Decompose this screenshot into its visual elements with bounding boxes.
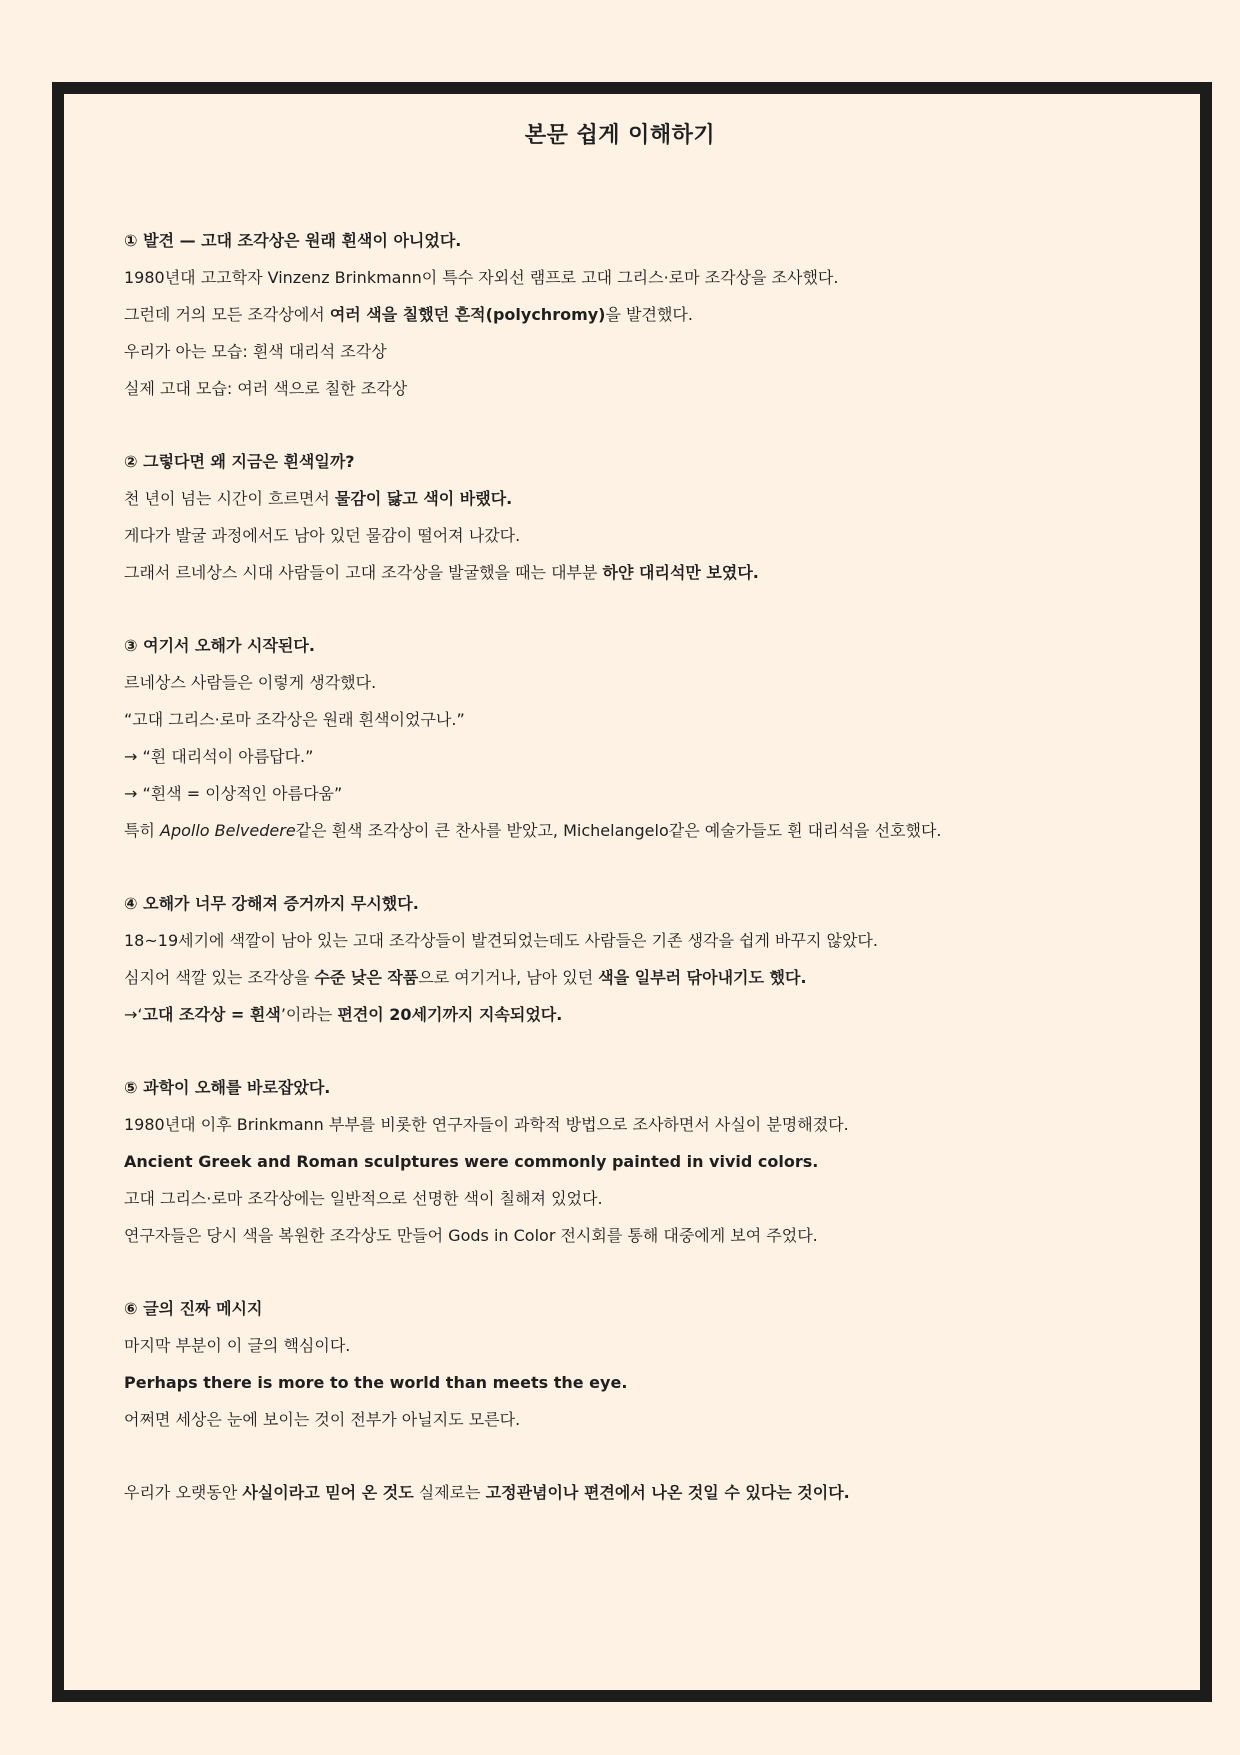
text-line [124, 554, 1024, 591]
text-line: 실제 고대 모습: 여러 색으로 칠한 조각상 [124, 379, 408, 398]
text-line: 1980년대 고고학자 Vinzenz Brinkmann이 특수 자외선 램프로 고대 그리스·로마 조각상을 조사했다. [124, 268, 839, 287]
text-span: 심지어 색깔 있는 조각상을 [124, 968, 315, 987]
section-misunderstanding [124, 627, 1024, 849]
text-span: 천 년이 넘는 시간이 흐르면서 [124, 489, 335, 508]
section-science [124, 1069, 1024, 1254]
text-line: 18~19세기에 색깔이 남아 있는 고대 조각상들이 발견되었는데도 사람들은 기존 생각을 쉽게 바꾸지 않았다. [124, 931, 878, 950]
text-line: “고대 그리스·로마 조각상은 원래 흰색이었구나.” [124, 710, 465, 729]
section-ignored-evidence [124, 885, 1024, 1033]
text-span: 실제로는 [413, 1483, 486, 1502]
text-span: 같은 흰색 조각상이 큰 찬사를 받았고, Michelangelo같은 예술가들도 흰 대리석을 선호했다. [295, 821, 942, 840]
emphasis-text: 편견이 20세기까지 지속되었다. [337, 1005, 563, 1024]
text-line [124, 959, 1024, 996]
text-line [124, 812, 1024, 849]
text-span: 특히 [124, 821, 160, 840]
text-span: 으로 여기거나, 남아 있던 [418, 968, 599, 987]
section-heading: ③ 여기서 오해가 시작된다. [124, 636, 315, 655]
text-line [124, 480, 1024, 517]
emphasis-text: 여러 색을 칠했던 흔적(polychromy) [329, 305, 606, 324]
text-span: 우리가 오랫동안 [124, 1483, 243, 1502]
english-sentence: Perhaps there is more to the world than meets the eye. [124, 1373, 628, 1392]
section-why-white [124, 443, 1024, 591]
emphasis-text: 고대 조각상 = 흰색 [142, 1005, 281, 1024]
text-line [124, 1474, 1024, 1511]
section-heading: ② 그렇다면 왜 지금은 흰색일까? [124, 452, 355, 471]
emphasis-text: 색을 일부러 닦아내기도 했다. [598, 968, 807, 987]
text-line: 우리가 아는 모습: 흰색 대리석 조각상 [124, 342, 387, 361]
text-line: 르네상스 사람들은 이렇게 생각했다. [124, 673, 377, 692]
text-line: 마지막 부분이 이 글의 핵심이다. [124, 1336, 351, 1355]
section-message [124, 1290, 1024, 1438]
emphasis-text: 수준 낮은 작품 [314, 968, 419, 987]
text-line: 고대 그리스·로마 조각상에는 일반적으로 선명한 색이 칠해져 있었다. [124, 1189, 603, 1208]
section-heading: ④ 오해가 너무 강해져 증거까지 무시했다. [124, 894, 419, 913]
text-line [124, 996, 1024, 1033]
emphasis-text: 고정관념이나 편견에서 나온 것일 수 있다는 것이다. [485, 1483, 850, 1502]
text-span: ’이라는 [280, 1005, 338, 1024]
english-sentence: Ancient Greek and Roman sculptures were commonly painted in vivid colors. [124, 1152, 819, 1171]
section-heading: ⑤ 과학이 오해를 바로잡았다. [124, 1078, 331, 1097]
section-heading: ⑥ 글의 진짜 메시지 [124, 1299, 263, 1318]
text-span: 을 발견했다. [605, 305, 693, 324]
text-line: 어쩌면 세상은 눈에 보이는 것이 전부가 아닐지도 모른다. [124, 1410, 521, 1429]
text-line: → “흰색 = 이상적인 아름다움” [124, 784, 343, 803]
text-line: 게다가 발굴 과정에서도 남아 있던 물감이 떨어져 나갔다. [124, 526, 521, 545]
emphasis-text: 물감이 닳고 색이 바랬다. [334, 489, 513, 508]
section-discovery [124, 222, 1024, 407]
section-heading: ① 발견 — 고대 조각상은 원래 흰색이 아니었다. [124, 231, 462, 250]
emphasis-text: 하얀 대리석만 보였다. [602, 563, 759, 582]
text-line: → “흰 대리석이 아름답다.” [124, 747, 314, 766]
closing-paragraph [124, 1474, 1024, 1511]
text-span: →‘ [124, 1005, 143, 1024]
text-line [124, 296, 1024, 333]
text-span: 그런데 거의 모든 조각상에서 [124, 305, 330, 324]
main-content [124, 222, 1024, 1547]
italic-title: Apollo Belvedere [160, 821, 296, 840]
text-line: 1980년대 이후 Brinkmann 부부를 비롯한 연구자들이 과학적 방법으로 조사하면서 사실이 분명해졌다. [124, 1115, 849, 1134]
text-span: 그래서 르네상스 시대 사람들이 고대 조각상을 발굴했을 때는 대부분 [124, 563, 603, 582]
emphasis-text: 사실이라고 믿어 온 것도 [242, 1483, 414, 1502]
text-line: 연구자들은 당시 색을 복원한 조각상도 만들어 Gods in Color 전시회를 통해 대중에게 보여 주었다. [124, 1226, 818, 1245]
page-title: 본문 쉽게 이해하기 [524, 123, 716, 148]
